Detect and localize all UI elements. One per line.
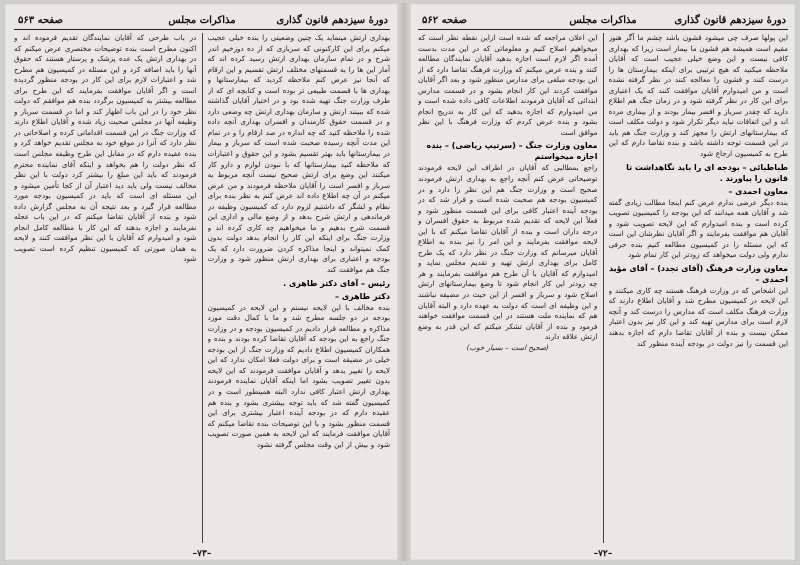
speaker-line: طباطبائی – بودجه ای را باید نگاهداشت تا قانون را بیاورند . — [626, 162, 788, 183]
paragraph: بهداری ارتش مینماید یک چنین وضعیتی را بنده خیلی عجیب میکنم برای این کارکنونی که سربازی که از ده دوزخیم اندر شرح و در تمام سازمان بهداری ارتش رسید کرده اند که آمار این ها را به قسمتهای مختلف ارتش تقسیم و این ارقام که آنجا نیز عرض کنم ملاحظه کردید که بیمارستانها و بهداری ها با قسمت طبیعی تر بوده است و کتابچه ای که از طرف وزارت جنگ تهیه شده بود و در اختیار آقایان گذاشته شده که ببینند ارتش و سازمان بهداری ارتش چه وضعی دارد و در قسمت حقوق کارمندان و افسران بهداری آنچه داده شده را ملاحظه کنید که چه اندازه در صد ارقام را و در تمام این مدت آنچه رسیده صحبت شده است که سرباز و بیمار در بیمارستانها باید بهتر تقسیم بشود و این حقوق و اعتبارات که ملاحظه کنید بیمارستانها که با نبودن لوازم و دارو کار میکنند این وضع برای ارتش صحیح نیست آنچه مربوط به سرباز و افسر است را آقایان ملاحظه فرمودند و من عرض میکنم در آن چه اطلاع داده اند عرض کنم به نظر بنده برای نظام و لشگر که داشتیم لزوم دارد که کمیسیون وظیفه در فرماندهی و ارتش شرح بدهد و از وضع مالی و اداری این قسمت شرح بدهیم و ما میخواهیم چه کاری کرده اند و وزارت جنگ برای اینکه این کار را انجام بدهد دولت بدون کمک نمیتواند و اینجا مذاکره کردن ضرورت دارد که یک بودجه و اعتباری برای بهداری ارتش منظور شود و وزارت جنگ هم موافقت کند — [207, 33, 390, 275]
header-title: مذاکرات مجلس — [569, 15, 637, 26]
column-divider — [202, 33, 203, 543]
paragraph: این اعلان مراجعه که شده است ازاین نقطه نظر است که میخواهیم اصلاح کنیم و معلوماتی که در این مدت بدست آمده اگر لازم است اجازه بدهید آقایان نمایندگان مطالعه کنند و بنده عرض میکنم که وزارت فرهنگ تقاضا دارد که از این بودجه مبلغی برای مدارس منظور شود و بعد اگر آقایان موافقت کردند این کار انجام بشود و در قسمت مدارس ابتدائی که آقایان فرمودند اطلاعات کافی داده شده است و من امیدوارم که اجازه بدهید که این کار به تدریج انجام بشود و بنده عرض کردم که وزارت فرهنگ با این نظر موافق است — [418, 33, 598, 137]
speaker-line: معاون احمدی – — [728, 186, 788, 196]
header-session: دورهٔ سیزدهم قانون گذاری — [674, 15, 786, 26]
text-columns — [14, 33, 390, 543]
paragraph: راجع بمطالبی که آقایان در اطراف این لایحه فرمودند توضیحاتی عرض کنم آنچه راجع به بهداری ارتش فرمودند صحیح است و وزارت جنگ هم این نظر را دارد و در کمیسیون بودجه هم صحبت شده است و قرار شد که در بودجه آینده اعتبار کافی برای این قسمت منظور شود و فعلاً این لایحه که تقدیم شده مربوط به حقوق افسران و درجه داران است و بنده از آقایان تقاضا میکنم که با این لایحه موافقت بفرمایند و این امر را نیز بنده به اطلاع آقایان میرسانم که وزارت جنگ در نظر دارد که یک طرح کامل برای بهداری ارتش تهیه و تقدیم مجلس نماید و امیدوارم که آقایان با آن طرح هم موافقت بفرمایند و هر چه زودتر این کار انجام شود تا وضع بیمارستانهای ارتش اصلاح شود و سرباز و افسر از این حیث در مضیقه نباشند و این وظیفه ای است که دولت به عهده دارد و البته آقایان هم که نماینده ملت هستند در این قسمت موافقت خواهند فرمود و بنده از آقایان تشکر میکنم که این قدر به وضع ارتش علاقه دارند — [418, 163, 598, 342]
speaker-line: معاون وزارت جنگ – (سرتیپ ریاضی) – بنده اجازه میخواستم — [426, 141, 598, 162]
paragraph: بنده مخالف با این لایحه نیستم و این لایحه در کمیسیون بودجه در دو جلسه مطرح شد و ما با کمال دقت مورد مذاکره و مطالعه قرار دادیم در کمیسیون بودجه و در وزارت جنگ راجع به این بودجه که آقایان تقاضا کرده بودند و بنده و همکاران کمیسیون اطلاع دادیم که وزارت جنگ از این بودجه خیلی در مضیقه است و برای دولت فعلا امکان ندارد که این لایحه را تغییر بدهد و آقایان موافقت فرمودند که این لایحه بدون تغییر تصویب بشود اما اینکه آقایان نماینده فرمودند بهداری ارتش اعتبار کافی ندارد البته همینطور است و در کمیسیون گفته شد که باید توجه بیشتری بشود و بنده هم عقیده دارم که در بودجه آینده اعتبار بیشتری برای این قسمت منظور بشود و با این توضیحات بنده تقاضا میکنم که آقایان موافقت فرمایند که این لایحه به همین صورت تصویب شود و بیش از این وقت مجلس گرفته نشود — [207, 302, 390, 449]
paragraph: این اشخاص که در وزارت فرهنگ هستند چه کاری میکنند و این لایحه در کمیسیون مطرح شد و آقایان اطلاع دارند که وزارت فرهنگ مکلف است که مدارس را درست کند و آنچه لازم است برای مدارس تهیه کند و این کار نیز بدون اعتبار ممکن نیست و بنده از آقایان تقاضا دارم که اجازه بدهند این قسمت را نیز دولت در بودجه آینده منظور کند — [608, 285, 788, 348]
page-header — [418, 7, 788, 30]
header-page-number: صفحه ۵۶۲ — [422, 15, 467, 26]
page-563 — [10, 3, 394, 561]
floor-reaction: (صحیح است – بسیار خوب) — [466, 342, 549, 352]
text-column-right — [609, 33, 788, 543]
text-column-right — [208, 33, 390, 543]
page-header — [14, 7, 390, 30]
page-footer-number: –۷۲– — [593, 549, 613, 559]
speaker-line: معاون وزارت فرهنگ (آقای تجدد) – آقای مؤید احمدی – — [609, 263, 788, 284]
speaker-line: دکتر طاهری – — [335, 291, 390, 301]
page-562 — [414, 3, 792, 561]
header-title: مذاکرات مجلس — [168, 15, 236, 26]
book-gutter — [397, 3, 411, 561]
text-columns — [418, 33, 788, 543]
header-session: دورهٔ سیزدهم قانون گذاری — [276, 15, 388, 26]
book-spread — [4, 3, 796, 561]
paragraph: بنده دیگر عرضی ندارم عرض کنم اینجا مطالب زیادی گفته شد و آقایان همه میدانند که این بودجه را کمیسیون تصویب کرده است و بنده امیدوارم که این لایحه تصویب شود و آقایان هم موافقت بفرمایند و اگر آقایان نظرشان این است که این مسئله را در کمیسیون مطالعه کنیم بنده حرفی ندارم ولی دولت میخواهد که زودتر این کار تمام شود — [608, 197, 788, 260]
text-column-left — [418, 33, 597, 543]
speaker-line: رئیس – آقای دکتر طاهری . — [283, 278, 390, 288]
text-column-left — [14, 33, 196, 543]
column-divider — [603, 33, 604, 543]
header-page-number: صفحه ۵۶۳ — [18, 15, 63, 26]
paragraph: در باب طرحی که آقایان نمایندگان تقدیم فرموده اند و اکنون مطرح است بنده توضیحات مختصری عرض میکنم که در بهداری ارتش یک عده پزشک و پرستار هستند که حقوق آنها را باید اضافه کرد و این مسئله در کمیسیون هم مطرح شد و اعتبارات لازم برای این کار در بودجه منظور گردیده است و اگر آقایان موافقت بفرمایند که این طرح برای مطالعه بیشتر به کمیسیون برگردد بنده هم موافقم که دولت نظر خود را در این باب اظهار کند و اما در قسمت سرباز و وظیفه آنها در مجلس صحبت زیاد شده و آقایان اطلاع دارند که وزارت جنگ در این قسمت اقداماتی کرده و اصلاحاتی در نظر دارد که آنرا در موقع خود به مجلس تقدیم خواهد کرد و بنده عقیده دارم که در مقابل این طرح وظیفه مجلس است که نظر دولت را هم بخواهد و اینکه آقای نماینده محترم فرمودند که باید این مبلغ را بیشتر کرد دولت با این نظر مخالف نیست ولی باید دید اعتبار آن از کجا تأمین میشود و این مسئله ای است که باید در کمیسیون بودجه مورد مطالعه قرار گیرد و بعد نتیجه آن به مجلس گزارش داده شود و بنده از آقایان تقاضا میکنم که در این باب عجله نفرمایند و اجازه بدهند که این کار با مطالعه کامل انجام شود و امیدوارم که آقایان با این نظر موافقت کنند و لایحه به همان صورتی که کمیسیون تنظیم کرده است تصویب شود — [14, 33, 197, 264]
page-footer-number: –۷۳– — [192, 549, 212, 559]
paragraph: این پولها صرف چی میشود قشون باشد چشم ما آگر هنوز مقیم است همیشه هم قشون ما بیمار است زیرا که بهداری کافی نیست و این وضع خیلی عجیب است که آقایان ملاحظه میکنید که هیچ ترتیبی برای اینکه بیمارستان ها را درست کنند و قشون را معالجه کنند در نظر گرفته نشده است و من امیدوارم آقایان موافقت کنند که یک اعتباری برای این کار در نظر گرفته شود و در زمان جنگ هم اطلاع دارید که چقدر سرباز و افسر بیمار بودند و از بیماری مرده اند و این اتفاقات نباید دیگر تکرار شود و دولت مکلف است که بیمارستانهای ارتش را مجهز کند و وزارت جنگ هم باید در این قسمت توجه داشته باشد و بنده تقاضا دارم که این طرح به کمیسیون ارجاع شود — [608, 33, 788, 159]
